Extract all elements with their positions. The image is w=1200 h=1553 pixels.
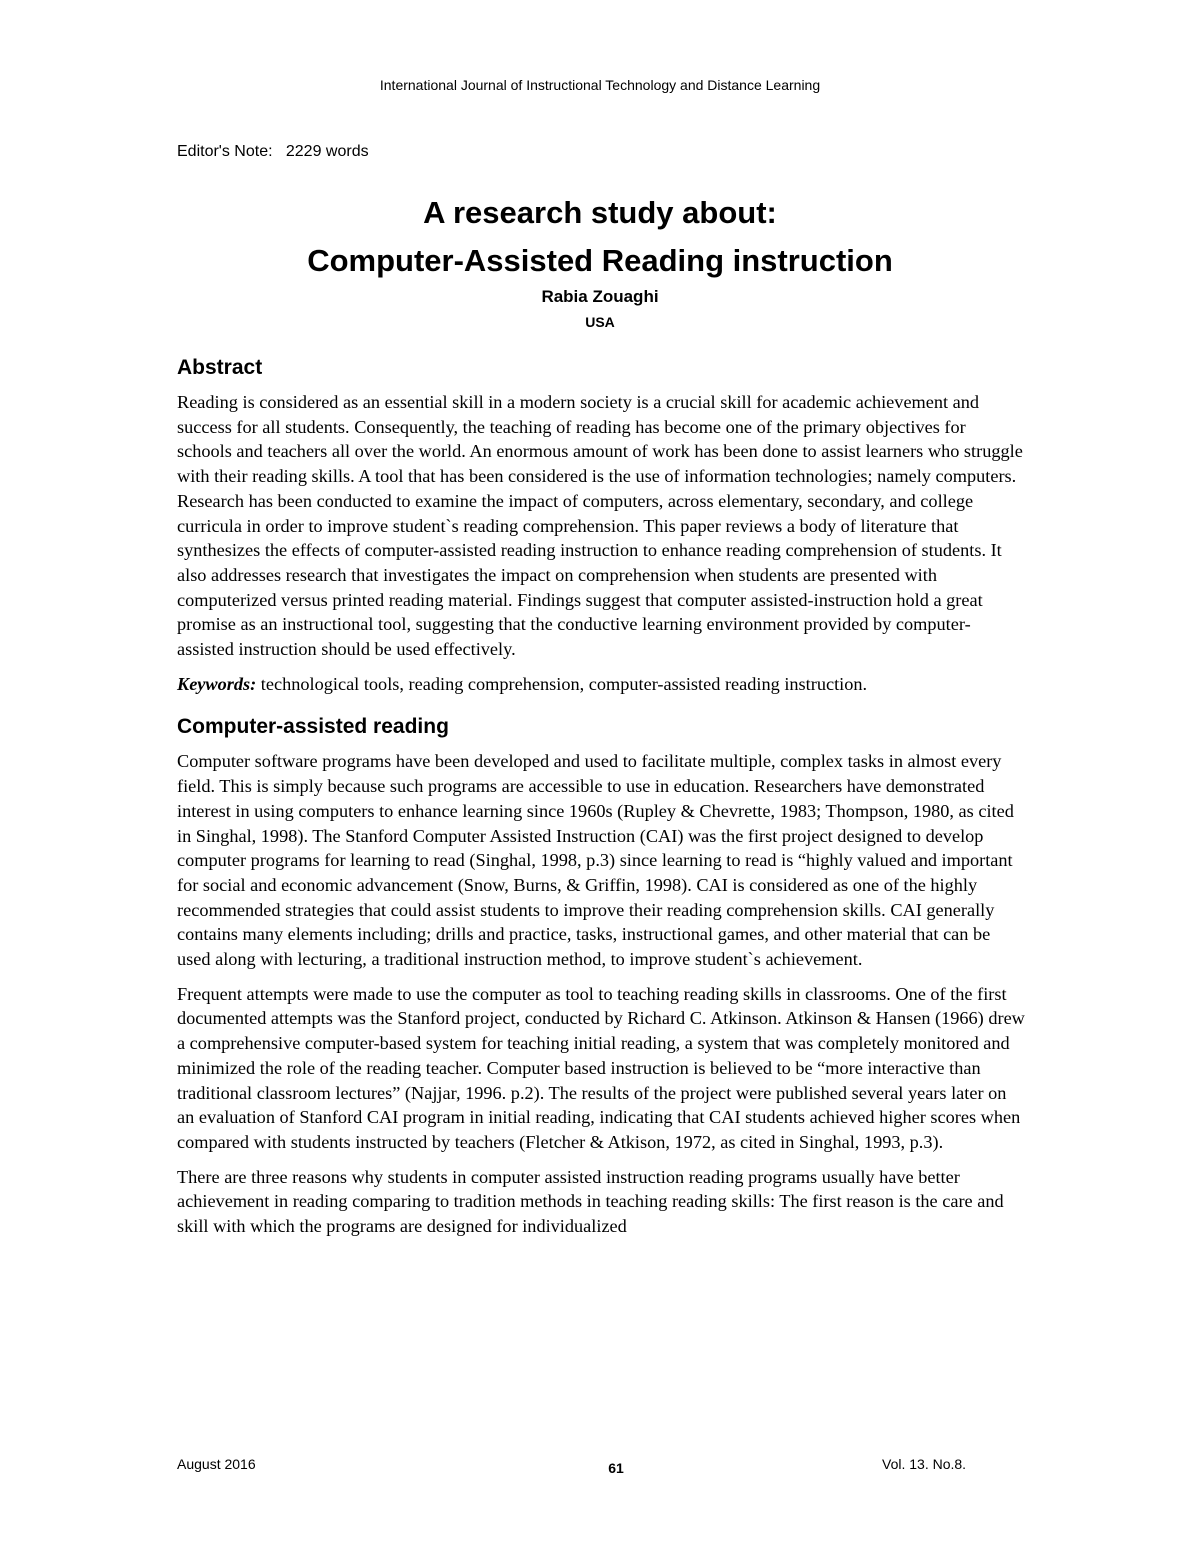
- abstract-section: [177, 356, 1025, 696]
- running-header: International Journal of Instructional Technology and Distance Learning: [379, 77, 821, 93]
- body-paragraph: There are three reasons why students in computer assisted instruction reading programs usually have better achievement in reading comparing to tradition methods in teaching reading skills: The first reason is the care and skill with which the programs are designed for individualized: [177, 1166, 1004, 1237]
- section-heading: Computer-assisted reading: [177, 715, 449, 739]
- computer-assisted-reading-section: [177, 715, 1025, 1238]
- main-content: [177, 356, 1025, 1249]
- author-affiliation: USA: [585, 314, 615, 330]
- body-paragraph: Computer software programs have been developed and used to facilitate multiple, complex tasks in almost every field. This is simply because such programs are accessible to use in education. Researchers have demonstrated interest in using computers to enhance learning since 1960s (Rupley & Chevrette, 1983; Thompson, 1980, as cited in Singhal, 1998). The Stanford Computer Assisted Instruction (CAI) was the first project designed to develop computer programs for learning to read (Singhal, 1998, p.3) since learning to read is “highly valued and important for social and economic advancement (Snow, Burns, & Griffin, 1998). CAI is considered as one of the highly recommended strategies that could assist students to improve their reading comprehension skills. CAI generally contains many elements including; drills and practice, tasks, instructional games, and other material that can be used along with lecturing, a traditional instruction method, to improve student`s achievement.: [177, 751, 1014, 970]
- footer-date: August 2016: [177, 1456, 256, 1472]
- paper-title-line-1: A research study about:: [423, 195, 777, 230]
- author-name: Rabia Zouaghi: [541, 287, 659, 306]
- abstract-heading: Abstract: [177, 356, 263, 379]
- page-number: 61: [608, 1460, 624, 1476]
- editor-note: Editor's Note: 2229 words: [177, 143, 369, 160]
- paper-title-line-2: Computer-Assisted Reading instruction: [307, 243, 893, 278]
- abstract-text: Reading is considered as an essential skill in a modern society is a crucial skill for academic achievement and success for all students. Consequently, the teaching of reading has become one of the primary objectives for schools and teachers all over the world. An enormous amount of work has been done to assist learners who struggle with their reading skills. A tool that has been considered is the use of information technologies; namely computers. Research has been conducted to examine the impact of computers, across elementary, secondary, and college curricula in order to improve student`s reading comprehension. This paper reviews a body of literature that synthesizes the effects of computer-assisted reading instruction to enhance reading comprehension of students. It also addresses research that investigates the impact on comprehension when students are presented with computerized versus printed reading material. Findings suggest that computer assisted-instruction hold a great promise as an instructional tool, suggesting that the conductive learning environment provided by computer-assisted instruction should be used effectively.: [177, 392, 1023, 660]
- body-paragraph: Frequent attempts were made to use the computer as tool to teaching reading skills in classrooms. One of the first documented attempts was the Stanford project, conducted by Richard C. Atkinson. Atkinson & Hansen (1966) drew a comprehensive computer-based system for teaching initial reading, a system that was completely monitored and minimized the role of the reading teacher. Computer based instruction is believed to be “more interactive than traditional classroom lectures” (Najjar, 1996. p.2). The results of the project were published several years later on an evaluation of Stanford CAI program in initial reading, indicating that CAI students achieved higher scores when compared with students instructed by teachers (Fletcher & Atkison, 1972, as cited in Singhal, 1993, p.3).: [177, 983, 1025, 1152]
- keywords-label: Keywords:: [177, 673, 257, 694]
- footer-volume: Vol. 13. No.8.: [882, 1456, 967, 1472]
- keywords-line: [177, 672, 1025, 697]
- keywords-text: technological tools, reading comprehension, computer-assisted reading instruction.: [256, 673, 868, 694]
